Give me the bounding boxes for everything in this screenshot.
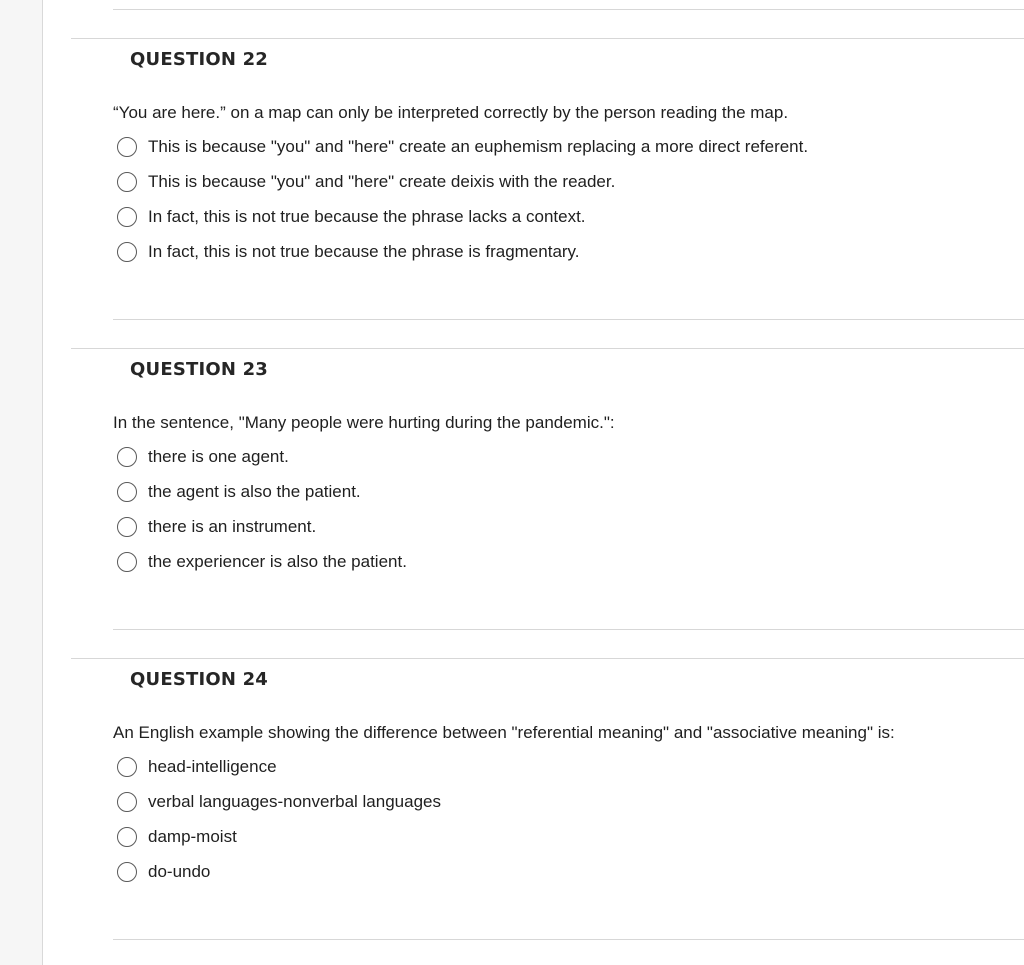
divider: [113, 939, 1024, 940]
question-22-prompt: “You are here.” on a map can only be interpreted correctly by the person reading the map.: [113, 103, 789, 122]
option-label: there is one agent.: [148, 447, 289, 466]
question-separator: [71, 658, 1024, 659]
divider: [113, 9, 1024, 10]
question-24-option-4[interactable]: [117, 859, 210, 885]
question-23-option-1[interactable]: [117, 444, 289, 470]
radio-button[interactable]: [117, 172, 137, 192]
option-label: there is an instrument.: [148, 517, 317, 536]
radio-button[interactable]: [117, 242, 137, 262]
question-23-option-3[interactable]: [117, 514, 316, 540]
question-22-option-4[interactable]: [117, 239, 580, 265]
left-rail: [0, 0, 43, 965]
option-label: damp-moist: [148, 827, 237, 846]
radio-button[interactable]: [117, 482, 137, 502]
option-label: head-intelligence: [148, 757, 277, 776]
divider: [113, 319, 1024, 320]
question-22-option-2[interactable]: [117, 169, 615, 195]
radio-button[interactable]: [117, 207, 137, 227]
option-label: verbal languages-nonverbal languages: [148, 792, 441, 811]
option-label: the experiencer is also the patient.: [148, 552, 407, 571]
divider: [113, 629, 1024, 630]
option-label: In fact, this is not true because the phrase is fragmentary.: [148, 242, 580, 261]
radio-button[interactable]: [117, 137, 137, 157]
question-24-option-3[interactable]: [117, 824, 237, 850]
radio-button[interactable]: [117, 827, 137, 847]
option-label: This is because "you" and "here" create deixis with the reader.: [148, 172, 616, 191]
question-23-option-4[interactable]: [117, 549, 407, 575]
radio-button[interactable]: [117, 757, 137, 777]
option-label: This is because "you" and "here" create an euphemism replacing a more direct referent.: [148, 137, 809, 156]
question-22-option-1[interactable]: [117, 134, 808, 160]
radio-button[interactable]: [117, 792, 137, 812]
option-label: In fact, this is not true because the phrase lacks a context.: [148, 207, 586, 226]
question-23-prompt: In the sentence, "Many people were hurting during the pandemic.":: [113, 413, 615, 432]
radio-button[interactable]: [117, 552, 137, 572]
question-24-prompt: An English example showing the difference between "referential meaning" and "associative meaning" is:: [113, 723, 895, 742]
question-separator: [71, 348, 1024, 349]
question-23-option-2[interactable]: [117, 479, 361, 505]
question-separator: [71, 38, 1024, 39]
option-label: the agent is also the patient.: [148, 482, 361, 501]
question-24-title: QUESTION 24: [130, 669, 269, 690]
question-24-option-2[interactable]: [117, 789, 441, 815]
radio-button[interactable]: [117, 862, 137, 882]
question-23-title: QUESTION 23: [130, 359, 269, 380]
question-22-option-3[interactable]: [117, 204, 586, 230]
question-22-title: QUESTION 22: [130, 49, 269, 70]
option-label: do-undo: [148, 862, 211, 881]
radio-button[interactable]: [117, 517, 137, 537]
radio-button[interactable]: [117, 447, 137, 467]
question-24-option-1[interactable]: [117, 754, 277, 780]
